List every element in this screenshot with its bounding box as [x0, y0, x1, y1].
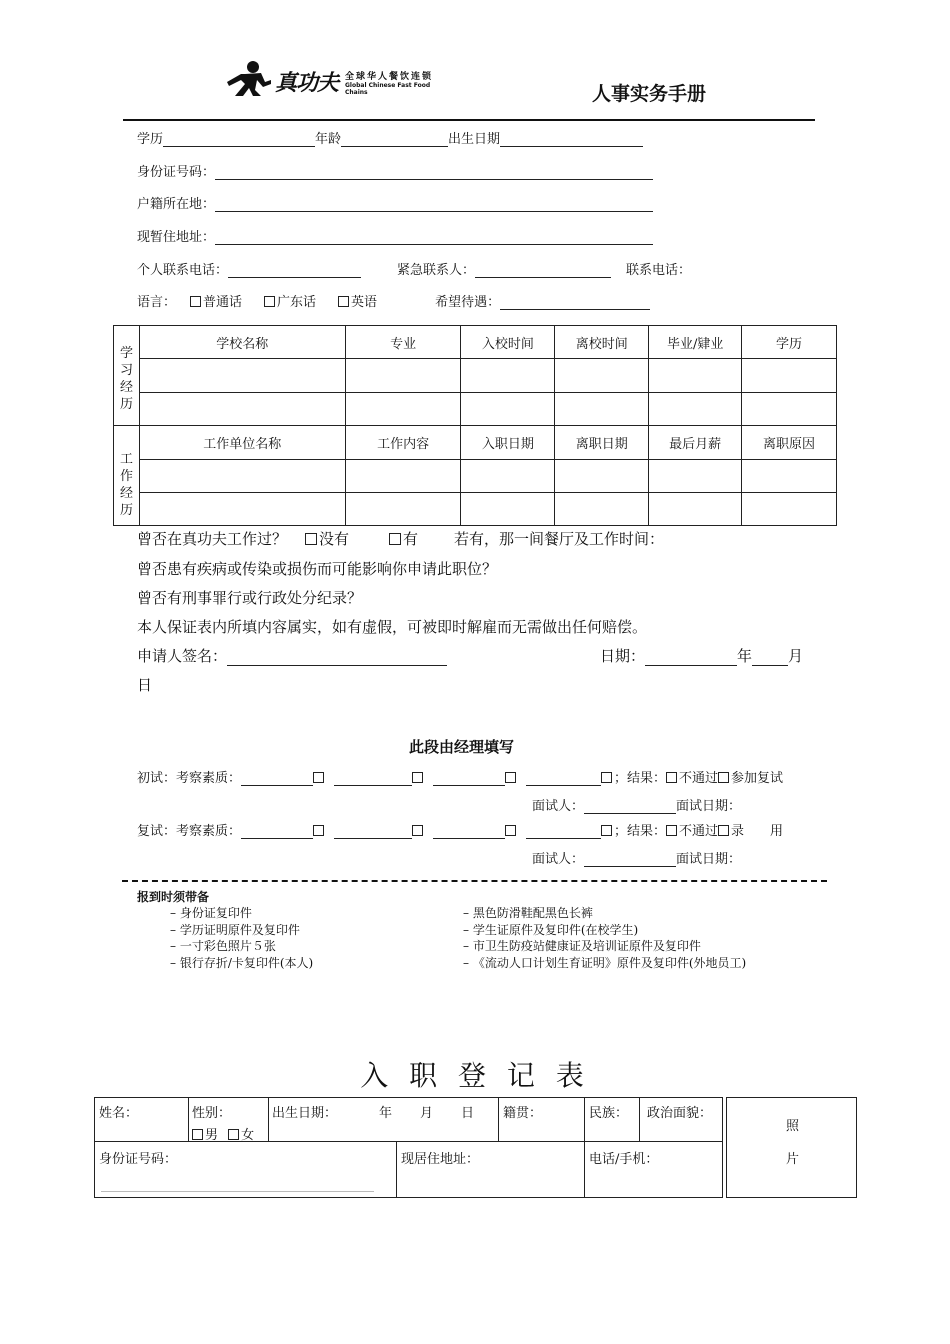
- manager-title: 此段由经理填写: [409, 738, 515, 756]
- work-cell[interactable]: [345, 460, 461, 493]
- work-cell[interactable]: [555, 460, 649, 493]
- first-interviewer-field[interactable]: [584, 799, 676, 814]
- reg-birth: [272, 1102, 474, 1121]
- reg-photo-label-2: 片: [786, 1152, 800, 1167]
- reg-birth-year: 年: [379, 1106, 393, 1121]
- experience-table: [113, 325, 837, 526]
- second-interview-label: 复试：考察素质：: [137, 824, 242, 839]
- second-quality-field[interactable]: [526, 824, 601, 839]
- first-quality-checkbox[interactable]: [313, 772, 324, 783]
- study-header-enter: 入校时间: [461, 326, 555, 359]
- second-quality-checkbox[interactable]: [412, 825, 423, 836]
- reg-photo-label-1: 照: [786, 1119, 800, 1134]
- study-header-graduate: 毕业/肄业: [649, 326, 742, 359]
- first-quality-checkbox[interactable]: [505, 772, 516, 783]
- brand-tagline-cn: 全球华人餐饮连锁: [345, 72, 434, 82]
- work-cell[interactable]: [139, 493, 345, 526]
- study-row: [114, 359, 837, 393]
- second-quality-checkbox[interactable]: [505, 825, 516, 836]
- work-header-start: 入职日期: [461, 426, 555, 460]
- second-interviewer-row: [532, 848, 741, 867]
- id-field[interactable]: [215, 165, 653, 180]
- signature-field[interactable]: [227, 649, 447, 666]
- worked-yes-checkbox[interactable]: [389, 533, 401, 545]
- second-quality-checkbox[interactable]: [601, 825, 612, 836]
- second-fail-checkbox[interactable]: [666, 825, 677, 836]
- household-label: 户籍所在地：: [137, 197, 216, 212]
- date-month-label: 月: [788, 647, 804, 665]
- study-cell[interactable]: [742, 393, 837, 426]
- question-worked-text: 曾否在真功夫工作过？: [137, 530, 288, 548]
- registration-title: 入 职 登 记 表: [360, 1059, 590, 1092]
- birth-date-field[interactable]: [500, 132, 643, 147]
- study-cell[interactable]: [742, 359, 837, 393]
- lang-cantonese-label: 广东话: [277, 295, 317, 310]
- lang-mandarin-checkbox[interactable]: [190, 296, 201, 307]
- bring-left-list: [170, 905, 313, 971]
- second-quality-field[interactable]: [433, 824, 505, 839]
- reg-birth-day: 日: [461, 1106, 475, 1121]
- address-label: 现暂住地址：: [137, 230, 216, 245]
- first-quality-checkbox[interactable]: [601, 772, 612, 783]
- work-row: [114, 493, 837, 526]
- work-cell[interactable]: [742, 460, 837, 493]
- phone-label: 个人联系电话：: [137, 263, 229, 278]
- first-fail-label: 不通过: [679, 771, 719, 786]
- worked-yes-label: 有: [403, 530, 419, 548]
- age-field[interactable]: [341, 132, 448, 147]
- reg-birth-month: 月: [420, 1106, 434, 1121]
- second-interview-date-label: 面试日期：: [676, 852, 742, 867]
- second-result-label: ；结果：: [614, 824, 667, 839]
- reg-id-label: 身份证号码：: [99, 1152, 178, 1167]
- education-label: 学历: [137, 132, 164, 147]
- education-row: [137, 128, 643, 147]
- bring-item: – 市卫生防疫站健康证及培训证原件及复印件: [463, 939, 701, 953]
- first-interviewer-row: [532, 795, 741, 814]
- salary-field[interactable]: [500, 295, 650, 310]
- work-cell[interactable]: [742, 493, 837, 526]
- first-interview-label: 初试：考察素质：: [137, 771, 242, 786]
- second-quality-field[interactable]: [334, 824, 412, 839]
- work-cell[interactable]: [461, 460, 555, 493]
- work-cell[interactable]: [555, 493, 649, 526]
- second-hire-label: 录 用: [731, 824, 784, 839]
- second-quality-checkbox[interactable]: [313, 825, 324, 836]
- study-cell[interactable]: [649, 393, 742, 426]
- first-interviewer-label: 面试人：: [532, 799, 585, 814]
- worked-no-checkbox[interactable]: [305, 533, 317, 545]
- reg-phone-label: 电话/手机：: [589, 1152, 659, 1167]
- date-day-label: 日: [137, 676, 153, 694]
- work-cell[interactable]: [649, 460, 742, 493]
- first-quality-field[interactable]: [241, 771, 313, 786]
- first-interview-row: [137, 767, 783, 786]
- emergency-label: 紧急联系人：: [397, 263, 476, 278]
- reg-name-label: 姓名：: [99, 1106, 139, 1121]
- reg-gender-label: 性别：: [192, 1106, 232, 1121]
- second-interview-row: [137, 820, 783, 839]
- second-fail-label: 不通过: [679, 824, 719, 839]
- first-result-label: ；结果：: [614, 771, 667, 786]
- cut-line-divider: [122, 880, 827, 882]
- language-label: 语言：: [137, 295, 177, 310]
- first-quality-field[interactable]: [526, 771, 601, 786]
- household-field[interactable]: [215, 197, 653, 212]
- study-cell[interactable]: [555, 359, 649, 393]
- reg-political-label: 政治面貌：: [647, 1106, 713, 1121]
- second-interviewer-field[interactable]: [584, 852, 676, 867]
- bring-item: – 《流动人口计划生育证明》原件及复印件(外地员工): [463, 955, 747, 970]
- first-quality-field[interactable]: [433, 771, 505, 786]
- study-row: [114, 393, 837, 426]
- date-year-field[interactable]: [645, 649, 737, 666]
- work-header-company: 工作单位名称: [139, 426, 345, 460]
- declaration: 本人保证表内所填内容属实，如有虚假，可被即时解雇而无需做出任何赔偿。: [137, 618, 648, 636]
- date-year-label: 年: [737, 647, 753, 665]
- first-retest-label: 参加复试: [731, 771, 784, 786]
- second-quality-field[interactable]: [241, 824, 313, 839]
- address-field[interactable]: [215, 230, 653, 245]
- bring-item: – 身份证复印件: [170, 906, 252, 920]
- language-row: [137, 291, 650, 310]
- bring-item: – 学历证明原件及复印件: [170, 922, 300, 937]
- second-hire-checkbox[interactable]: [718, 825, 729, 836]
- address-row: [137, 226, 653, 245]
- age-label: 年龄: [315, 132, 342, 147]
- kungfu-figure-icon: [227, 60, 271, 96]
- worked-follow-label: 若有，那一间餐厅及工作时间：: [454, 530, 665, 548]
- work-header-reason: 离职原因: [742, 426, 837, 460]
- study-header-major: 专业: [345, 326, 461, 359]
- phone-row: [137, 259, 691, 278]
- first-interview-date-label: 面试日期：: [676, 799, 742, 814]
- work-cell[interactable]: [649, 493, 742, 526]
- reg-address-label: 现居住地址：: [401, 1152, 480, 1167]
- reg-id-field[interactable]: [101, 1191, 374, 1192]
- registration-form: [94, 1097, 857, 1198]
- study-header-school: 学校名称: [139, 326, 345, 359]
- page-title: 人事实务手册: [592, 83, 707, 105]
- first-retest-checkbox[interactable]: [718, 772, 729, 783]
- date-row: [600, 645, 803, 666]
- question-illness: 曾否患有疾病或传染或损伤而可能影响你申请此职位？: [137, 560, 498, 578]
- study-header-degree: 学历: [742, 326, 837, 359]
- brand-tagline-en: Global Chinese Fast Food Chains: [345, 82, 431, 96]
- bring-right-list: [463, 905, 746, 971]
- lang-english-checkbox[interactable]: [338, 296, 349, 307]
- header-rule: [123, 119, 815, 121]
- lang-cantonese-checkbox[interactable]: [264, 296, 275, 307]
- study-side-label: 学习经历: [114, 326, 140, 426]
- worked-no-label: 没有: [319, 530, 350, 548]
- work-cell[interactable]: [461, 493, 555, 526]
- reg-female-label: 女: [241, 1128, 255, 1143]
- bring-item: – 黑色防滑鞋配黑色长裤: [463, 906, 593, 920]
- brand-name: 真功夫: [275, 71, 339, 96]
- second-interviewer-label: 面试人：: [532, 852, 585, 867]
- study-header-leave: 离校时间: [555, 326, 649, 359]
- work-header-end: 离职日期: [555, 426, 649, 460]
- study-cell[interactable]: [139, 359, 345, 393]
- contact-phone-label: 联系电话：: [626, 263, 692, 278]
- work-header-content: 工作内容: [345, 426, 461, 460]
- bring-item: – 一寸彩色照片５张: [170, 939, 276, 953]
- birth-date-label: 出生日期: [448, 132, 501, 147]
- household-row: [137, 193, 653, 212]
- date-month-field[interactable]: [752, 649, 788, 666]
- logo: [227, 60, 452, 98]
- first-quality-checkbox[interactable]: [412, 772, 423, 783]
- work-cell[interactable]: [345, 493, 461, 526]
- study-cell[interactable]: [461, 393, 555, 426]
- reg-male-label: 男: [205, 1128, 219, 1143]
- lang-mandarin-label: 普通话: [203, 295, 243, 310]
- date-label: 日期：: [600, 647, 646, 665]
- bring-item: – 学生证原件及复印件(在校学生): [463, 922, 639, 937]
- emergency-field[interactable]: [475, 263, 611, 278]
- work-header-salary: 最后月薪: [649, 426, 742, 460]
- reg-ethnicity-label: 民族：: [589, 1106, 629, 1121]
- id-row: [137, 161, 653, 180]
- signature-label: 申请人签名：: [137, 647, 228, 665]
- question-criminal: 曾否有刑事罪行或行政处分纪录？: [137, 589, 363, 607]
- study-cell[interactable]: [345, 393, 461, 426]
- reg-male-checkbox[interactable]: [192, 1129, 203, 1140]
- study-cell[interactable]: [345, 359, 461, 393]
- first-quality-field[interactable]: [334, 771, 412, 786]
- lang-english-label: 英语: [351, 295, 378, 310]
- reg-birth-label: 出生日期：: [272, 1106, 338, 1121]
- reg-female-checkbox[interactable]: [228, 1129, 239, 1140]
- study-cell[interactable]: [555, 393, 649, 426]
- salary-label: 希望待遇：: [435, 295, 501, 310]
- education-field[interactable]: [163, 132, 315, 147]
- work-cell[interactable]: [139, 460, 345, 493]
- id-label: 身份证号码：: [137, 165, 216, 180]
- signature-row: [137, 645, 447, 666]
- question-worked: [137, 528, 664, 549]
- phone-field[interactable]: [228, 263, 361, 278]
- reg-native-label: 籍贯：: [503, 1106, 543, 1121]
- work-side-label: 工作经历: [114, 426, 140, 526]
- first-fail-checkbox[interactable]: [666, 772, 677, 783]
- study-cell[interactable]: [461, 359, 555, 393]
- work-row: [114, 460, 837, 493]
- study-cell[interactable]: [139, 393, 345, 426]
- reg-gender-options: [192, 1124, 254, 1143]
- bring-item: – 银行存折/卡复印件(本人): [170, 955, 314, 970]
- bring-title: 报到时须带备: [137, 890, 210, 904]
- study-cell[interactable]: [649, 359, 742, 393]
